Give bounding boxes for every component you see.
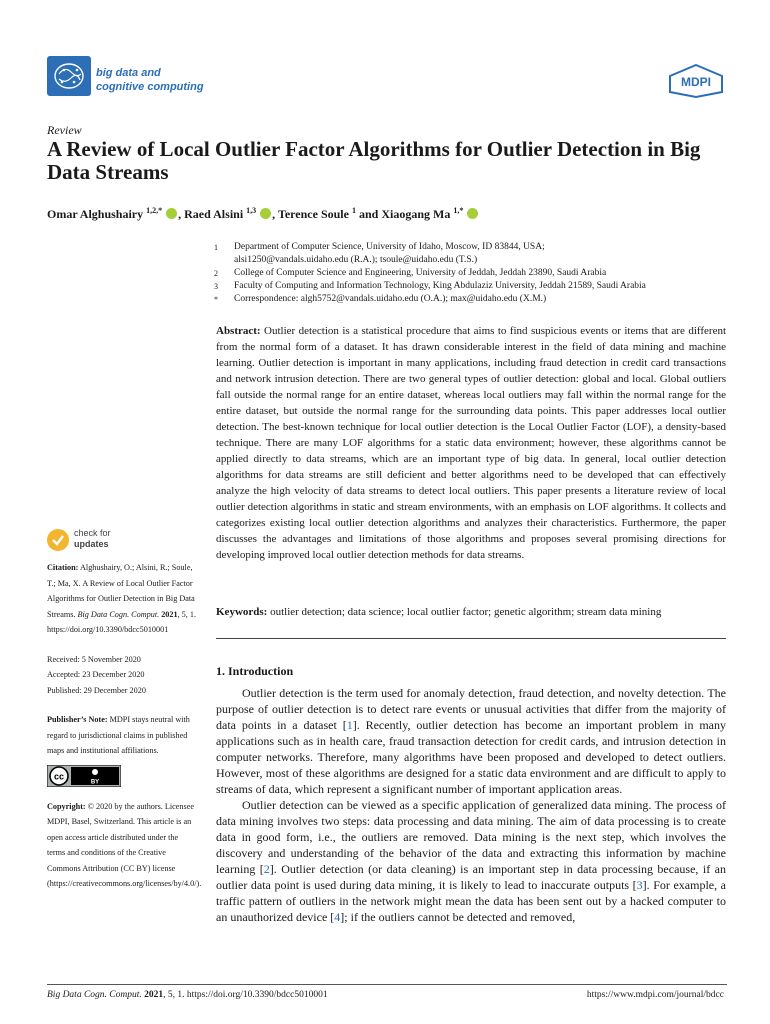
cc-by-label: BY xyxy=(90,779,100,785)
paragraph-text: ]. Recently, outlier detection has become an important problem in many applications such as in health care, fraud transaction detection for credit cards, and intrusion detection in computer networks. Therefore, many algorithms have been proposed and developed to detect outliers. However, most of these algorithms are designed for a static data environment and are difficult to apply to streams of data, which represent a significant number of important application areas. xyxy=(216,718,727,796)
cc-label: cc xyxy=(53,771,65,781)
citation-link[interactable]: 2 xyxy=(263,862,270,876)
footer-doi[interactable]: , 5, 1. https://doi.org/10.3390/bdcc5010001 xyxy=(163,990,328,1000)
publisher-note xyxy=(47,712,197,759)
publisher-note-text: MDPI stays neutral with regard to jurisdictional claims in published maps and institutional affiliations. xyxy=(47,715,190,755)
article-type: Review xyxy=(47,123,82,137)
citation-journal: Big Data Cogn. Comput. xyxy=(77,609,160,619)
affiliation-mark: 2 xyxy=(214,269,218,278)
check-updates-icon xyxy=(47,529,69,551)
footer-citation xyxy=(47,990,328,1000)
orcid-icon[interactable] xyxy=(260,208,271,219)
abstract-text: Outlier detection is a statistical procedure that aims to find suspicious events or items that are different from the normal form of a dataset. It has drawn considerable interest in the field of data mining and machine learning. Outlier detection is important in many applications, including fraud detection in credit card transactions and network intrusion detection. There are two general types of outlier detection: global and local. Global outliers fall outside the normal range for an entire dataset, whereas local outliers may fall within the normal range for the entire dataset, but outside the normal range for the surrounding data points. This paper addresses local outlier detection. The best-known technique for local outlier detection is the Local Outlier Factor (LOF), a density-based technique. There are many LOF algorithms for a static data environment; however, these algorithms cannot be applied directly to data streams, which are an important type of big data. In general, local outlier detection algorithms for data streams are still deficient and better algorithms need to be developed that can effectively analyze the high velocity of data streams to detect local outliers. This paper presents a literature review of local outlier detection algorithms in static and stream environments, with an emphasis on LOF algorithms. It collects and categorizes existing local outlier detection algorithms and analyzes their characteristics. Furthermore, the paper discusses the advantages and limitations of those algorithms and proposes several promising directions for developing improved local outlier detection methods for data streams. xyxy=(216,325,727,561)
keywords-text: outlier detection; data science; local outlier factor; genetic algorithm; stream data mining xyxy=(270,606,662,618)
abstract-label: Abstract: xyxy=(216,325,261,337)
journal-name xyxy=(96,66,204,94)
affiliation-item xyxy=(214,267,734,280)
citation-year: 2021 xyxy=(161,609,178,619)
affiliation-text: Department of Computer Science, University of Idaho, Moscow, ID 83844, USA; xyxy=(234,242,545,252)
affiliation-emails[interactable]: alsi1250@vandals.uidaho.edu (R.A.); tsoule@uidaho.edu (T.S.) xyxy=(234,255,478,265)
published-date: Published: 29 December 2020 xyxy=(47,685,146,695)
affiliation-text: College of Computer Science and Engineering, University of Jeddah, Jeddah 23890, Saudi Arabia xyxy=(234,268,607,278)
check-updates-label xyxy=(74,528,111,550)
author-affiliation-mark: 1,2,* xyxy=(146,206,163,215)
paragraph-text: ]. Outlier detection (or data cleaning) is an important step in data processing because, if an outlier data point is used during data mining, it is likely to lead to inaccurate outputs [ xyxy=(216,862,726,892)
citation-link[interactable]: 1 xyxy=(346,718,353,732)
keywords-label: Keywords: xyxy=(216,606,268,618)
author-name: Omar Alghushairy xyxy=(47,207,144,221)
mdpi-logo xyxy=(668,64,724,98)
affiliation-mark: 3 xyxy=(214,282,218,291)
citation-link[interactable]: 3 xyxy=(636,878,643,892)
affiliation-item xyxy=(214,293,734,306)
affiliation-mark: * xyxy=(214,295,218,304)
cc-by-license-badge[interactable] xyxy=(47,765,121,787)
accepted-date: Accepted: 23 December 2020 xyxy=(47,670,145,679)
copyright-text: © 2020 by the authors. Licensee MDPI, Basel, Switzerland. This article is an open access article distributed under the terms and conditions of the Creative Commons Attribution (CC BY) license (https://creativecommons.org/licenses/by/4.0/). xyxy=(47,801,202,888)
journal-name-line1: big data and xyxy=(96,67,161,79)
paragraph-text: ]; if the outliers cannot be detected and removed, xyxy=(340,910,576,924)
affiliations xyxy=(214,241,734,306)
orcid-icon[interactable] xyxy=(166,208,177,219)
abstract xyxy=(216,323,726,563)
affiliation-mark: 1 xyxy=(214,243,218,252)
footer-divider xyxy=(47,984,727,985)
citation-doi[interactable]: , 5, 1. https://doi.org/10.3390/bdcc5010001 xyxy=(47,609,196,634)
publisher-note-label: Publisher’s Note: xyxy=(47,715,108,724)
keywords xyxy=(216,604,726,620)
paper-title: A Review of Local Outlier Factor Algorithms for Outlier Detection in Big Data Streams xyxy=(47,137,701,184)
citation-link[interactable]: 4 xyxy=(334,910,341,924)
copyright-label: Copyright: xyxy=(47,801,86,811)
journal-name-line2: cognitive computing xyxy=(96,81,204,93)
check-updates-line1: check for xyxy=(74,528,111,538)
author-affiliation-mark: 1 xyxy=(351,206,356,215)
body-text xyxy=(216,685,726,925)
orcid-icon[interactable] xyxy=(467,208,478,219)
footer-journal-url[interactable]: https://www.mdpi.com/journal/bdcc xyxy=(586,990,724,1000)
author-affiliation-mark: 1,3 xyxy=(246,206,257,215)
paragraph xyxy=(216,797,726,925)
author-name: Terence Soule xyxy=(277,207,349,221)
affiliation-item xyxy=(214,280,734,293)
author-affiliation-mark: 1,* xyxy=(453,206,464,215)
footer-year: 2021 xyxy=(144,990,164,1000)
article-info-sidebar xyxy=(47,560,202,892)
check-updates-line2: updates xyxy=(74,539,109,549)
paragraph-text: Outlier detection is the term used for anomaly detection, fraud detection, and novelty detection. The purpose of outlier detection is to detect rare events or unusual activities that differ from the majority of data points in a dataset [ xyxy=(216,686,726,732)
section-heading: 1. Introduction xyxy=(216,664,294,678)
journal-logo-icon xyxy=(47,56,91,96)
paragraph xyxy=(216,685,726,797)
affiliation-item xyxy=(214,241,734,267)
citation-text: Alghushairy, O.; Alsini, R.; Soule, T.; Ma, X. A Review of Local Outlier Factor Algorithms for Outlier Detection in Big Data Streams. xyxy=(47,563,195,619)
citation-label: Citation: xyxy=(47,563,79,572)
author-name: Xiaogang Ma xyxy=(381,207,451,221)
paragraph-text: ]. For example, a traffic pattern of outliers in the network might mean the data has been sent out by a hacked computer to an unauthorized device [ xyxy=(216,878,726,924)
citation xyxy=(47,560,197,638)
author-name: Raed Alsini xyxy=(184,207,244,221)
affiliation-text: Faculty of Computing and Information Technology, King Abdulaziz University, Jeddah 21589, Saudi Arabia xyxy=(234,281,646,291)
footer-journal: Big Data Cogn. Comput. xyxy=(47,990,142,1000)
correspondence-text[interactable]: Correspondence: algh5752@vandals.uidaho.edu (O.A.); max@uidaho.edu (X.M.) xyxy=(234,294,547,304)
publisher-logo-text: MDPI xyxy=(681,75,711,89)
author-list: Omar Alghushairy $^{1,2,*}$ , Raed Alsini $^{1,3}$ , Terence Soule $^1$ and Xiaogang Ma $^{1,*}$ xyxy=(47,206,479,222)
received-date: Received: 5 November 2020 xyxy=(47,654,141,664)
paragraph-text: Outlier detection can be viewed as a specific application of generalized data mining. The process of data mining involves two steps: data processing and data mining. The aim of data processing is to create data in good form, i.e., the outliers are removed. Data mining is the next step, which involves the discovery and understanding of the behavior of the data and extracting this information by machine learning [ xyxy=(216,798,726,876)
copyright xyxy=(47,799,202,892)
section-divider xyxy=(216,638,726,639)
